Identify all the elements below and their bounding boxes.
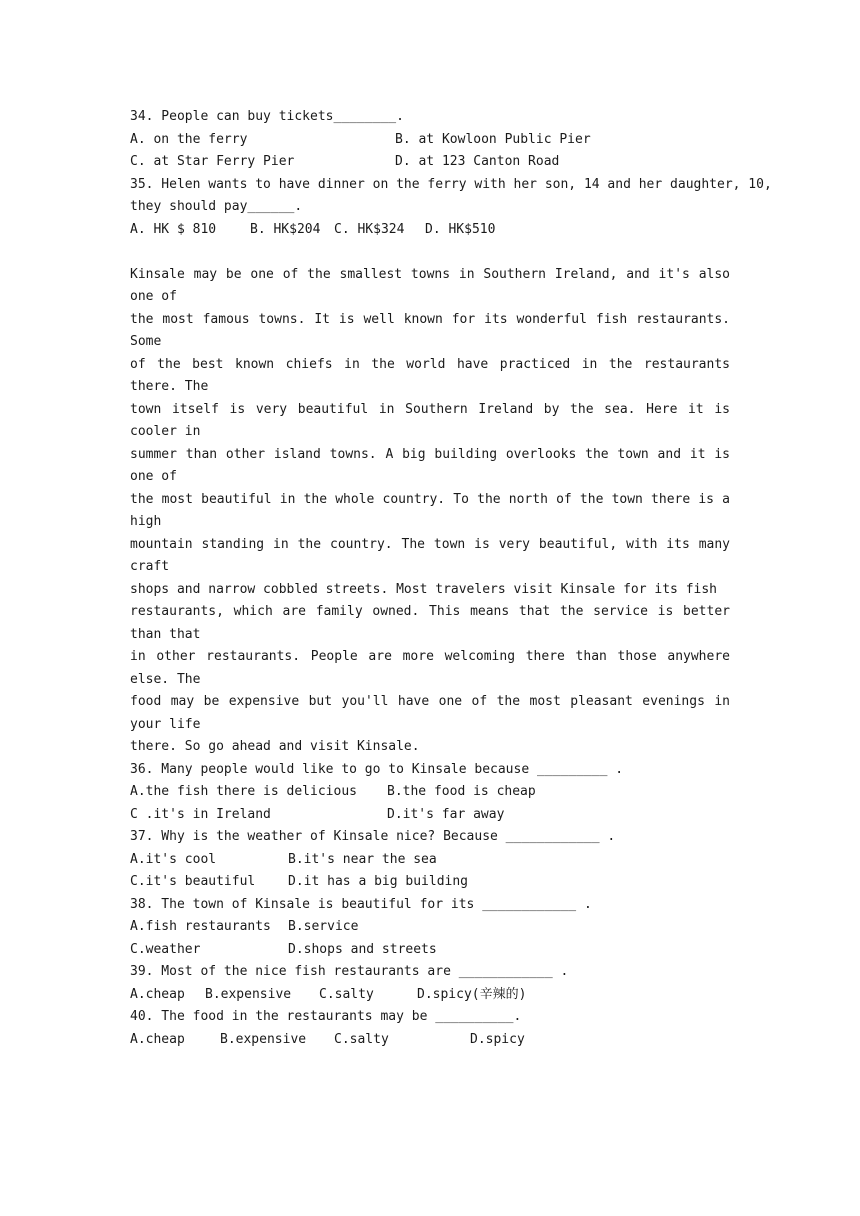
question-40-option-d: D.spicy	[470, 1031, 525, 1047]
question-38-option-d: D.shops and streets	[288, 941, 437, 957]
question-38-stem: 38. The town of Kinsale is beautiful for its ____________ .	[130, 896, 592, 912]
question-38-option-b: B.service	[288, 919, 359, 934]
question-36-option-c: C .it's in Ireland	[130, 806, 271, 822]
question-37-option-d: D.it has a big building	[288, 874, 469, 889]
question-34-stem: 34. People can buy tickets________.	[130, 109, 404, 124]
question-34-option-b: B. at Kowloon Public Pier	[395, 131, 591, 147]
question-35-options-row	[130, 219, 730, 242]
question-39-stem: 39. Most of the nice fish restaurants are ____________ .	[130, 964, 569, 979]
passage-line: mountain standing in the country. The town is very beautiful, with its many craft	[130, 536, 730, 574]
document-page	[130, 106, 772, 1051]
question-35-option-d: D. HK$510	[425, 221, 496, 237]
question-35-option-b: B. HK$204	[250, 221, 321, 237]
question-39-options-row	[130, 984, 730, 1007]
question-40-option-b: B.expensive	[220, 1031, 307, 1047]
passage-line: the most beautiful in the whole country. To the north of the town there is a high	[130, 491, 730, 529]
question-37-stem: 37. Why is the weather of Kinsale nice? Because ____________ .	[130, 829, 616, 844]
question-37-options-row-2	[130, 871, 730, 894]
reading-passage	[130, 264, 730, 759]
question-35-stem-line-2: they should pay______.	[130, 199, 303, 214]
question-40-option-a: A.cheap	[130, 1031, 185, 1047]
question-39-option-c: C.salty	[319, 986, 374, 1002]
question-38-options-row-2	[130, 939, 730, 962]
question-36-stem: 36. Many people would like to go to Kinsale because _________ .	[130, 761, 624, 777]
question-38-option-a: A.fish restaurants	[130, 919, 271, 934]
passage-line: there. So go ahead and visit Kinsale.	[130, 739, 420, 754]
passage-line: town itself is very beautiful in Southern Ireland by the sea. Here it is cooler in	[130, 401, 730, 439]
question-40-options-row	[130, 1029, 730, 1052]
question-36-options-row-1	[130, 781, 730, 804]
question-36-options-row-2	[130, 804, 730, 827]
question-34-option-a: A. on the ferry	[130, 131, 248, 147]
question-35-option-a: A. HK $ 810	[130, 221, 217, 237]
passage-line: summer than other island towns. A big building overlooks the town and it is one of	[130, 446, 730, 484]
question-34-options-row-2	[130, 151, 730, 174]
question-40-stem: 40. The food in the restaurants may be __________.	[130, 1009, 522, 1024]
question-39-option-b: B.expensive	[205, 986, 292, 1002]
question-36-option-b: B.the food is cheap	[387, 784, 536, 799]
passage-line: the most famous towns. It is well known for its wonderful fish restaurants. Some	[130, 311, 730, 349]
question-34-option-c: C. at Star Ferry Pier	[130, 154, 295, 169]
question-37-option-c: C.it's beautiful	[130, 874, 256, 889]
question-37-option-b: B.it's near the sea	[288, 851, 437, 867]
question-34-options-row-1	[130, 129, 730, 152]
question-38-option-c: C.weather	[130, 941, 201, 957]
passage-line: in other restaurants. People are more welcoming there than those anywhere else. The	[130, 649, 730, 687]
question-39-option-a: A.cheap	[130, 986, 185, 1002]
question-38-options-row-1	[130, 916, 730, 939]
question-36-option-d: D.it's far away	[387, 806, 505, 822]
question-37-options-row-1	[130, 849, 730, 872]
passage-line: restaurants, which are family owned. This means that the service is better than that	[130, 604, 730, 642]
question-37-option-a: A.it's cool	[130, 851, 217, 867]
passage-line: Kinsale may be one of the smallest towns in Southern Ireland, and it's also one of	[130, 266, 730, 304]
passage-line: food may be expensive but you'll have one of the most pleasant evenings in your life	[130, 694, 730, 732]
passage-line: of the best known chiefs in the world have practiced in the restaurants there. The	[130, 356, 730, 394]
question-36-option-a: A.the fish there is delicious	[130, 784, 357, 799]
question-39-option-d: D.spicy(辛辣的)	[417, 986, 527, 1002]
question-34-option-d: D. at 123 Canton Road	[395, 154, 560, 169]
question-35-option-c: C. HK$324	[334, 221, 405, 237]
question-35-stem-line-1: 35. Helen wants to have dinner on the ferry with her son, 14 and her daughter, 10,	[130, 176, 772, 192]
passage-line: shops and narrow cobbled streets. Most travelers visit Kinsale for its fish	[130, 581, 717, 597]
question-40-option-c: C.salty	[334, 1031, 389, 1047]
